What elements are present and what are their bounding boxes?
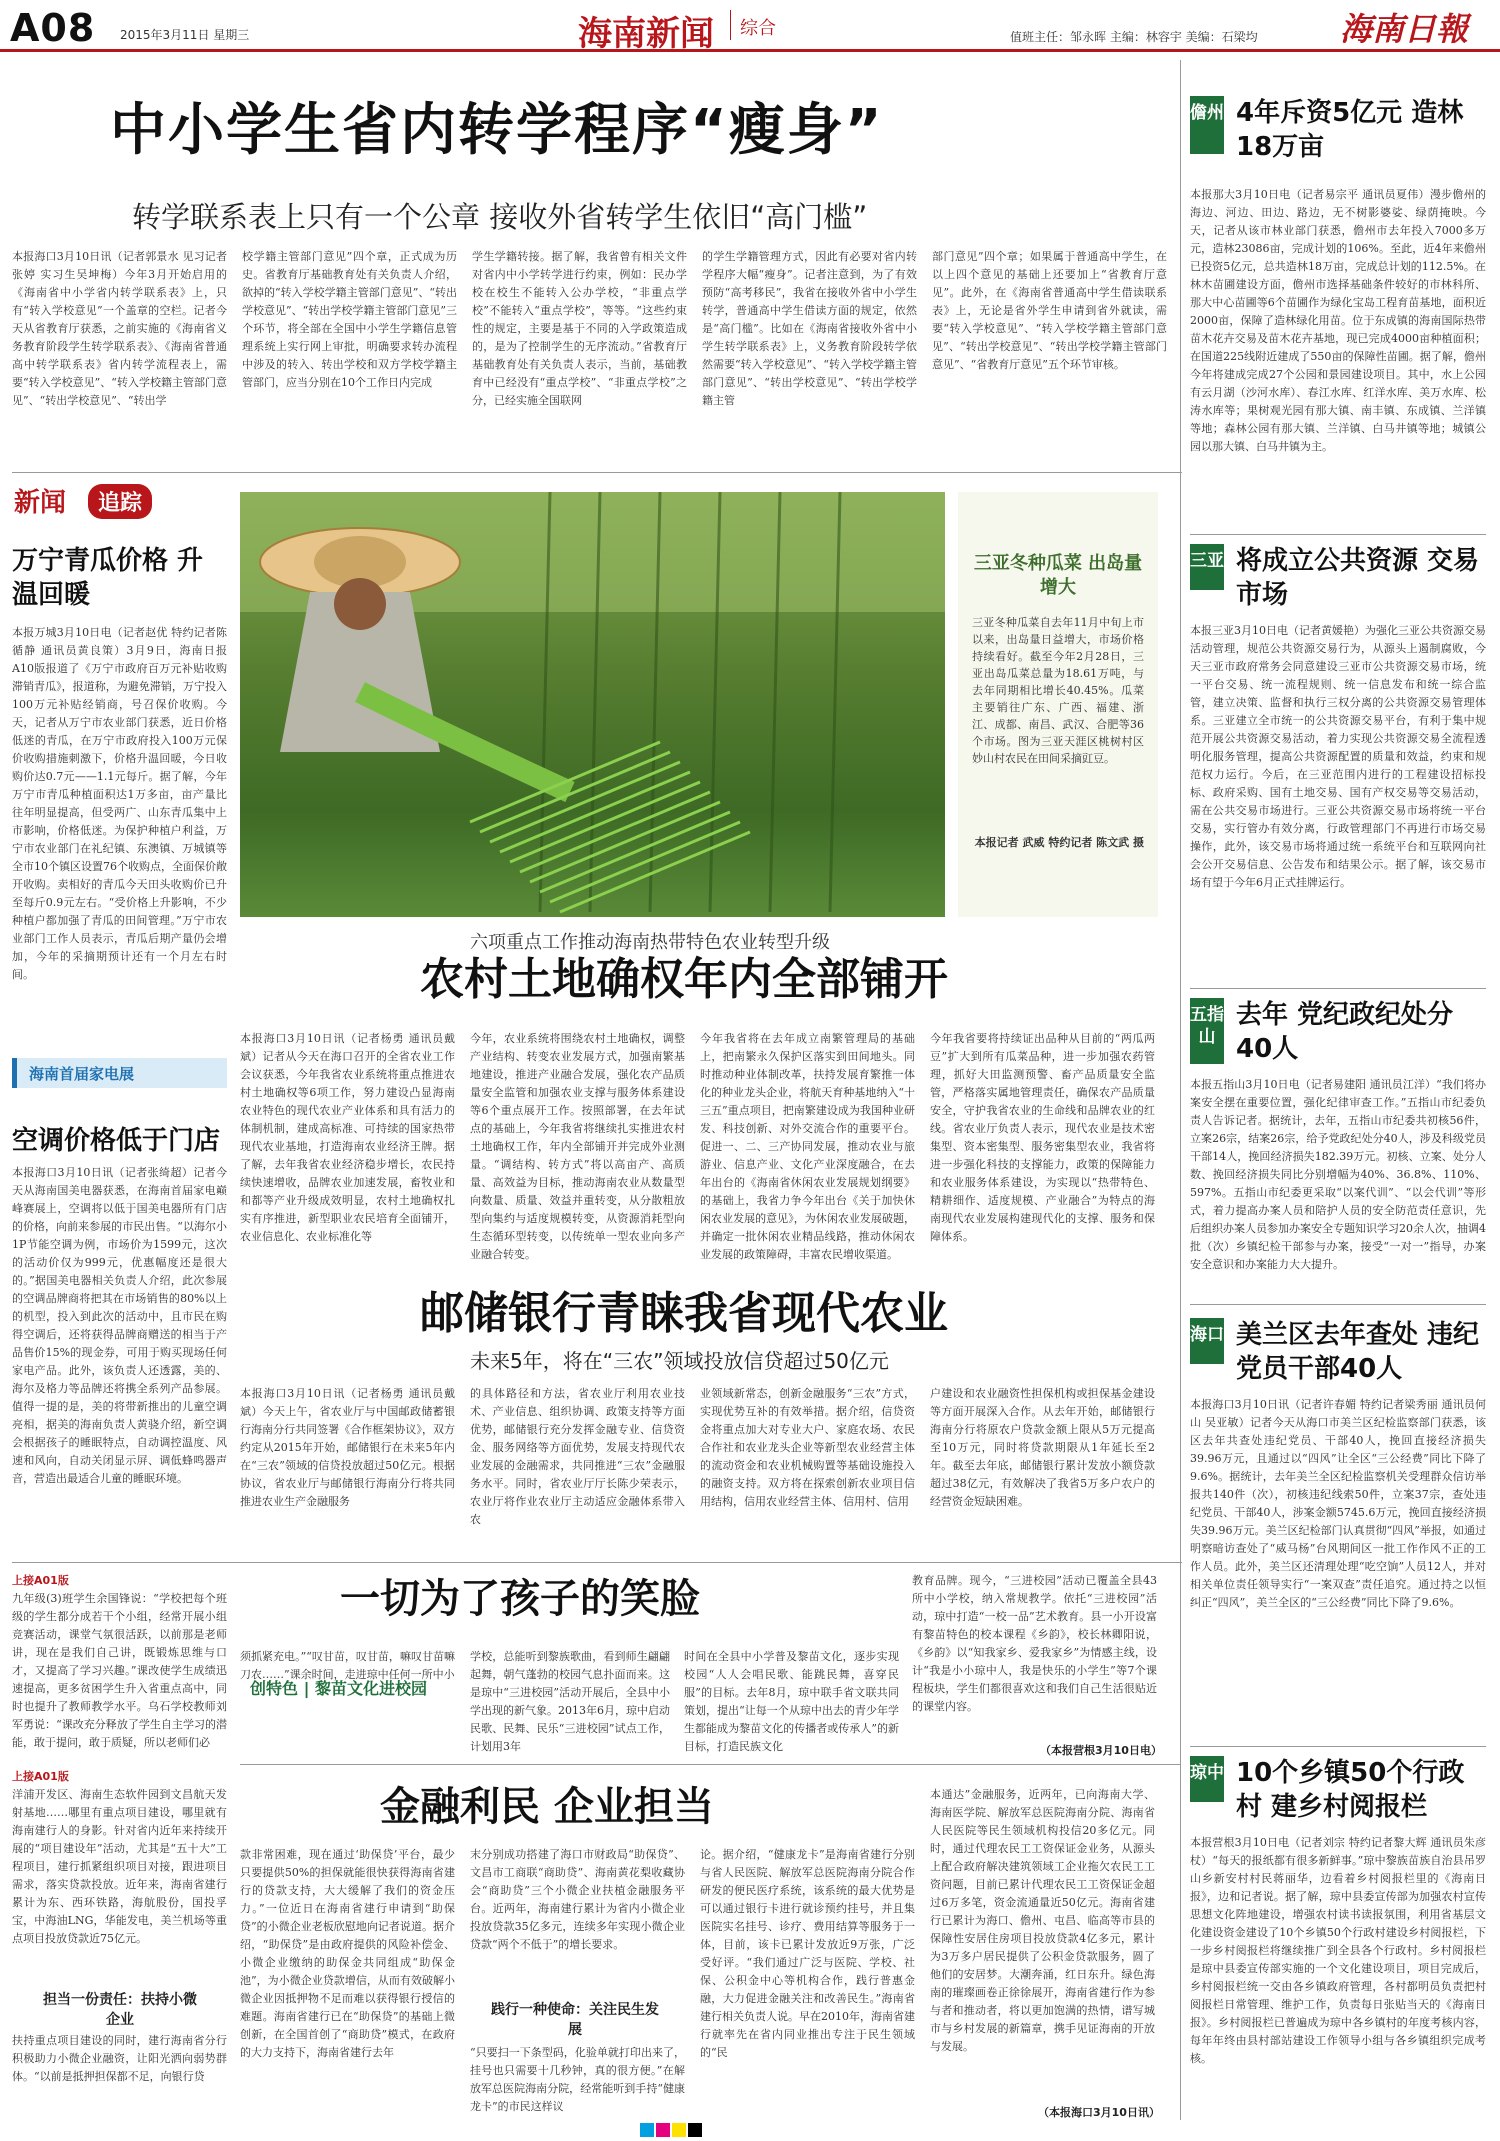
finance-byline: （本报海口3月10日讯） <box>1038 2106 1160 2119</box>
region-tag-danzhou: 儋州 <box>1190 96 1224 154</box>
smile-col-c: 时间在全县中小学普及黎苗文化，逐步实现校园“人人会唱民歌、能跳民舞，喜穿民服”的目标。去年8月，琼中联手省文联共同策划，提出“让每一个从琼中出去的青少年学生都能成为黎苗文化的传播者或传承人”的新目标，打造民族文化 <box>684 1650 899 1753</box>
photo-illustration <box>240 492 945 917</box>
s4-body: 本报海口3月10日讯（记者许春媚 特约记者梁秀丽 通讯员何山 吴亚敏）记者今天从海口市美兰区纪检监察部门获悉，该区去年共查处违纪党员、干部40人，挽回直接经济损失39.96万元，且通过以“四风”让全区“三公经费”同比下降了9.6%。据统计，去年美兰全区纪检监察机关受理群众信访举报共140件（次），初核违纪线索50件，立案37宗，查处违纪党员、干部40人，涉案金额5745.6万元，挽回直接经济损失39.96万元。美兰区纪检部门认真贯彻“四风”举报，如通过明察暗访查处了“威马杨”台风期间区一批工作作风不正的工作人员。此外，美兰区还清理处理“吃空饷”人员12人，并对相关单位责任领导实行“一案双查”责任追究。通过持之以恒纠正“四风”，美兰全区的“三公经费”同比下降了9.6%。 <box>1190 1398 1486 1609</box>
bank-col-2: 的具体路径和方法，省农业厅利用农业技术、产业信息、组织协调、政策支持等方面优势，邮储银行充分发挥金融专业、信贷资金、服务网络等方面优势，发展支持现代农业发展的金融需求，共同推进“三农”金融服务水平。同时，省农业厅厅长陈少荣表示，农业厅将作业农业厅主动适应金融体系带入农 <box>470 1387 685 1526</box>
land-col-2: 今年，农业系统将围绕农村土地确权，调整产业结构、转变农业发展方式，加强南繁基地建设，推进产业融合发展，强化农产品质量安全监管和加强农业支撑与服务体系建设等6个重点展开工作。按照部署，在去年试点的基础上，今年我省将继续扎实推进农村土地确权工作，年内全部铺开并完成外业测量。“调结构、转方式”将以高亩产、高质量、高效益为目标，推动海南农业从数量型向数量、质量、效益并重转变，从分散粗放型向集约与适度规模转变，从资源消耗型向生态循环型转变，以传统单一型农业向多产业融合转变。 <box>470 1032 685 1261</box>
lead-col-4: 的学生学籍管理方式，因此有必要对省内转学程序大幅“瘦身”。记者注意到，为了有效预防“高考移民”，我省在接收外省中小学生转学，普通高中学生借读方面的规定，依然是“高门槛”。比如在《海南省接收外省中小学生转学联系表》上，义务教育阶段转学依然需要“转入学校意见”、“转入学校学籍主管部门意见”、“转出学校意见”、“转出学校学籍主管 <box>702 250 917 407</box>
photo-caption-text: 三亚冬种瓜菜自去年11月中旬上市以来，出岛量日益增大，市场价格持续看好。截至今年2月28日，三亚出岛瓜菜总量为18.61万吨，与去年同期相比增长40.45%。瓜菜主要销往广东、广西、福建、浙江、成都、南昌、武汉、合肥等36个市场。图为三亚天涯区桃树村区妙山村农民在田间采摘豇豆。 <box>972 616 1144 765</box>
lead-col-2: 校学籍主管部门意见”四个章，正式成为历史。省教育厅基础教育处有关负责人介绍，欲掉的“转入学校学籍主管部门意见”、“转出学校意见”、“转出学校学籍主管部门意见”三个环节，将全部在全国中小学生学籍信息管理系统上实行网上审批，明确要求转办流程中涉及的转入、转出学校和双方学校学籍主管部门，应当分别在10个工作日内完成 <box>242 250 457 389</box>
color-registration-marks <box>640 2122 704 2141</box>
lead-subheadline: 转学联系表上只有一个公章 接收外省转学生依旧“高门槛” <box>132 200 868 234</box>
finance-col-d: 本通达”金融服务，近两年，已向海南大学、海南医学院、解放军总医院海南分院、海南省人民医院等民生领域机构投信20多亿元。同时，通过代理农民工工资保证金业务，从源头上配合政府解决建筑领域工企业拖欠农民工工资问题，目前已累计代理农民工工资保证金超过6万多笔，资金流通量近50亿元。海南省建行已累计为海口、儋州、屯昌、临高等市县的保障性安居住房项目投放贷款4亿多元，累计为3万多户居民提供了公积金贷款服务，圆了他们的安居梦。大潮奔涌，红日东升。绿色海南的璀璨画卷正徐徐展开，海南省建行作为参与者和推动者，将以更加饱满的热情，谱写城市与乡村发展的新篇章，携手见证海南的开放与发展。 <box>930 1788 1155 2053</box>
land-kicker: 六项重点工作推动海南热带特色农业转型升级 <box>470 932 830 953</box>
photo-caption-title: 三亚冬种瓜菜 出岛量增大 <box>973 553 1143 598</box>
lead-col-5: 部门意见”四个章；如果属于普通高中学生，在以上四个意见的基础上还要加上“省教育厅意见”。此外，在《海南省普通高中学生借读联系表》上，无论是省外学生申请到省外就读，需要“转入学校意见”、“转入学校学籍主管部门意见”、“转出学校意见”、“转出学校学籍主管部门意见”、“省教育厅意见”五个环节审核。 <box>932 250 1167 371</box>
finance-left-col: 洋浦开发区、海南生态软件园到文昌航天发射基地……哪里有重点项目建设，哪里就有海南建行人的身影。针对省内近年来持续开展的“项目建设年”活动，尤其是“五十大”工程项目，建行抓紧组织项目对接，跟进项目需求，落实贷款投放。近年来，海南省建行累计为东、西环铁路，海航股份，国投孚宝，中海油LNG，华能发电，美兰机场等重点项目投放贷款近75亿元。 <box>12 1788 227 1945</box>
expo-banner-label: 海南首届家电展 <box>29 1065 135 1083</box>
divider <box>12 1562 1182 1563</box>
bank-col-4: 户建设和农业融资性担保机构或担保基金建设等方面开展深入合作。从去年开始，邮储银行海南分行将原农户贷款金额上限从5万元提高至10万元，同时将贷款期限从1年延长至2年。截至去年底，邮储银行累计发放小额贷款超过38亿元，有效解决了我省5万多户农户的经营资金短缺困难。 <box>930 1387 1155 1508</box>
finance-col-b: 末分别成功搭建了海口市财政局“助保贷”、文昌市工商联“商助贷”、海南黄花梨收藏协会“商助贷”三个小微企业扶植金融服务平台。近两年，海南建行累计为省内小微企业投放贷款35亿多元，连续多年实现小微企业贷款“两个不低于”的增长要求。 <box>470 1848 685 1951</box>
page-header <box>0 0 1500 52</box>
expo-body: 本报海口3月10日讯（记者张绮超）记者今天从海南国美电器获悉，在海南首届家电巅峰赛展上，空调将以低于国美电器所有门店的价格，向前来参展的市民出售。“以海尔小1P节能空调为例，市场价为1599元，这次的活动价仅为999元，优惠幅度还是很大的。”据国美电器相关负责人介绍，此次参展的空调品牌商将把其在市场销售的80%以上的机型，投入到此次的活动中，且市民在购得空调后，还将获得品牌商赠送的相当于产品售价15%的现金券，可用于购买现场任何家电产品。此外，该负责人还透露，美的、海尔及格力等品牌还将携全系列产品参展。值得一提的是，美的将带新推出的儿童空调亮相，据美的海南负责人黄骁介绍，新空调会根据孩子的睡眠特点，自动调控温度、风速和风向，自动关闭显示屏、调低蜂鸣器声音，营造出最适合儿童的睡眠环境。 <box>12 1166 227 1485</box>
masthead-logo: 海南日報 <box>1340 10 1469 48</box>
divider <box>1190 988 1486 989</box>
region-tag-wuzhishan: 五指山 <box>1190 998 1224 1064</box>
expo-headline: 空调价格低于门店 <box>12 1126 221 1156</box>
s5-body: 本报营根3月10日电（记者刘宗 特约记者黎大辉 通讯员朱彦杖）“每天的报纸都有很多新鲜事。”琼中黎族苗族自治县吊罗山乡新安村村民蒋丽华，边看着乡村阅报栏里的《海南日报》，边和记者说。据了解，琼中县委宣传部为加强农村宣传思想文化阵地建设，增强农村读书读报氛围，利用省基层文化建设资金建设了10个乡镇50个行政村建设乡村阅报栏，下一步乡村阅报栏将继续推广到全县各个行政村。乡村阅报栏是琼中县委宣传部实施的一个文化建设项目，项目完成后，乡村阅报栏统一交由各乡镇政府管理，各村都明员负责把村阅报栏日常管理、维护工作，负责每日张贴当天的《海南日报》。乡村阅报栏已普遍成为琼中各乡镇村的年度考核内容，每年年终由县村部站建设工作领导小组与各乡镇组织完成考核。 <box>1190 1836 1486 2065</box>
smile-col-b: 学校，总能听到黎族歌曲，看到师生翩翩起舞，朝气蓬勃的校园气息扑面而来。这是琼中“三进校园”活动开展后，全县中小学出现的新气象。2013年6月，琼中启动民歌、民舞、民乐“三进校园”试点工作，计划用3年 <box>470 1650 670 1753</box>
lead-headline: 中小学生省内转学程序“瘦身” <box>110 98 884 163</box>
divider <box>12 472 1182 473</box>
s5-headline: 10个乡镇50个行政村 建乡村阅报栏 <box>1236 1758 1465 1822</box>
region-tag-qiongzhong: 琼中 <box>1190 1756 1224 1802</box>
region-tag-haikou: 海口 <box>1190 1318 1224 1364</box>
finance-col-a: 款非常困难，现在通过‘助保贷’平台，最少只要提供50%的担保就能很快获得海南省建行的贷款支持，大大缓解了我们的资金压力。”一位近日在海南省建行申请到“助保贷”的小微企业老板欣慰地向记者说道。据介绍，“助保贷”是由政府提供的风险补偿金、小微企业缴纳的助保金共同组成“助保金池”，为小微企业贷款增信，从而有效破解小微企业因抵押物不足而难以获得银行授信的难题。海南省建行已在“助保贷”的基础上微创新，在全国首创了“商助贷”模式，在政府的大力支持下，海南省建行去年 <box>240 1848 455 2059</box>
s2-headline: 将成立公共资源 交易市场 <box>1236 546 1480 610</box>
smile-byline: （本报营根3月10日电） <box>1040 1744 1162 1757</box>
smile-subsection: 创特色 | 黎苗文化进校园 <box>250 1679 427 1698</box>
s1-headline: 4年斥资5亿元 造林18万亩 <box>1236 98 1464 162</box>
land-col-3: 今年我省将在去年成立南繁管理局的基础上，把南繁永久保护区落实到田间地头。同时推动种业体制改革，扶持发展育繁推一体化的种业龙头企业，将航天育种基地纳入“十三五”重点项目，把南繁建设成为我国种业研发、科技创新、对外交流合作的重要平台。促进一、二、三产协同发展，推动农业与旅游业、信息产业、文化产业深度融合，在去年出台的《海南省休闲农业发展规划纲要》的基础上，我省力争今年出台《关于加快休闲农业发展的意见》，为休闲农业发展破题，并确定一批休闲农业精品线路，推动休闲农业发展的政策障碍，丰富农民增收渠道。 <box>700 1032 915 1261</box>
track-label-a: 新闻 <box>14 488 67 518</box>
smile-col-a: 须抓紧充电。”“叹甘苗，叹甘苗，嘛叹甘苗嘛刀农……”课余时间，走进琼中任何一所中小 <box>240 1650 455 1681</box>
finance-left-col-2: 扶持重点项目建设的同时，建行海南省分行积极助力小微企业融资，让阳光洒向弱势群体。“以前是抵押担保都不足，向银行贷 <box>12 2034 227 2083</box>
divider <box>1190 1746 1486 1747</box>
track-headline: 万宁青瓜价格 升温回暖 <box>12 546 204 610</box>
header-divider <box>730 10 731 40</box>
bank-col-1: 本报海口3月10日讯（记者杨勇 通讯员戴斌）今天上午，省农业厅与中国邮政储蓄银行海南分行共同签署《合作框架协议》，双方约定从2015年开始，邮储银行在未来5年内在“三农”领域的信贷投放超过50亿元。根据协议，省农业厅与邮储银行海南分行将共同推进农业生产金融服务 <box>240 1387 455 1508</box>
section-title: 海南新闻 <box>578 14 714 54</box>
page-number: A08 <box>10 6 96 50</box>
lead-col-1: 本报海口3月10日讯（记者郭景水 见习记者张婷 实习生吴坤梅）今年3月开始启用的《海南省中小学省内转学联系表》上，只有“转入学校意见”一个盖章的空栏。记者今天从省教育厅获悉，之前实施的《海南省义务教育阶段学生转学联系表》、《海南省普通高中转学联系表》省内转学流程表上，需要“转入学校意见”、“转入学校籍主管部门意见”、“转出学校意见”、“转出学 <box>12 250 227 407</box>
smile-col-a-1 <box>240 1648 455 1681</box>
land-col-4: 今年我省要将持续证出品种从目前的“两瓜两豆”扩大到所有瓜菜品种，进一步加强农药管理，抓好大田监测预警、畜产品质量安全监管，严格落实属地管理责任，确保农产品质量安全，守护我省农业的生命线和品牌农业的红线。省农业厅负责人表示，现代农业是技术密集型、资本密集型、服务密集型农业，我省将进一步强化科技的支撑能力，政策的保障能力和农业服务体系建设，为实现以“热带特色、精耕细作、适度规模、产业融合”为特点的海南现代农业发展构建现代化的支撑、服务和保障体系。 <box>930 1032 1155 1243</box>
bank-subheadline: 未来5年，将在“三农”领域投放信贷超过50亿元 <box>470 1349 889 1373</box>
lead-col-3: 学生学籍转接。据了解，我省曾有相关文件对省内中小学转学进行约束，例如：民办学校在校生不能转入公办学校，“非重点学校”不能转入“重点学校”，等等。“这些约束性的规定，主要是基于不同的入学政策造成的，是为了控制学生的无序流动。”省教育厅基础教育处有关负责人表示，当前，基础教育中已经没有“重点学校”、“非重点学校”之分，已经实施全国联网 <box>472 250 687 407</box>
smile-headline: 一切为了孩子的笑脸 <box>340 1576 700 1622</box>
track-label <box>14 482 274 520</box>
bank-col-3: 业领域新常态，创新金融服务“三农”方式，实现优势互补的有效举措。据介绍，信贷资金将重点加大对专业大户、家庭农场、农民合作社和农业龙头企业等新型农业经营主体的流动资金和农业机械购置等基础设施投入的融资支持。双方将在探索创新农业项目信用结构，信用农业经营主体、信用村、信用 <box>700 1387 915 1508</box>
divider <box>240 1764 1180 1765</box>
track-label-b: 追踪 <box>88 484 152 519</box>
photo-caption-box <box>958 492 1158 917</box>
smile-col-d: 教育品牌。现今，“三进校园”活动已覆盖全县43所中小学校，纳入常规教学。依托“三进校园”活动，琼中打造“一校一品”艺术教育。县一小开设富有黎苗特色的校本课程《乡韵》，校长林卿阳说，《乡韵》以“知我家乡、爱我家乡”为情感主线，设计“我是小小琼中人，我是快乐的小学生”等7个课程板块，学生们都很喜欢这和我们自己生活很贴近的课堂内容。 <box>912 1574 1157 1713</box>
s2-body: 本报三亚3月10日电（记者黄媛艳）为强化三亚公共资源交易活动管理，规范公共资源交易行为，从源头上遏制腐败，今天三亚市政府常务会同意建设三亚市公共资源交易市场，统一平台交易、统一流程规则、统一信息发布和统一综合监管，建立决策、监督和执行三权分离的公共资源交易管理体系。三亚建立全市统一的公共资源交易平台，有利于集中规范开展公共资源交易活动，着力实现公共资源交易全流程透明化服务管理，提高公共资源配置的质量和效益，约束和规范权力运行。今后，在三亚范围内进行的工程建设招标投标、政府采购、国有土地交易、国有产权交易等交易活动，需在公共交易市场进行。三亚公共资源交易市场将统一平台交易，实行管办有效分离，行政管理部门不再进行市场交易操作，此外，该交易市场将通过统一系统平台和互联网向社会公开交易信息、公告发布和结果公示。据了解，该交易市场有望于今年6月正式挂牌运行。 <box>1190 624 1486 889</box>
bank-headline: 邮储银行青睐我省现代农业 <box>420 1288 948 1339</box>
photo-farm <box>240 492 945 917</box>
divider <box>1190 1304 1486 1305</box>
issue-date: 2015年3月11日 星期三 <box>120 28 250 42</box>
photo-credit: 本报记者 武威 特约记者 陈文武 摄 <box>974 836 1144 849</box>
finance-col-b2: “只要扫一下条型码，化验单就打印出来了，挂号也只需要十几秒钟，真的很方便。”在解放军总医院海南分院，经常能听到手持“健康龙卡”的市民这样议 <box>470 2046 685 2113</box>
sidebar-divider <box>1180 60 1181 2120</box>
region-tag-sanya: 三亚 <box>1190 544 1224 590</box>
finance-headline: 金融利民 企业担当 <box>380 1784 714 1830</box>
s3-body: 本报五指山3月10日电（记者易建阳 通讯员江洋）“我们将办案安全摆在重要位置，强化纪律审查工作。”五指山市纪委负责人告诉记者。据统计，去年，五指山市纪委共初核56件，立案26宗，结案26宗，给予党政纪处分40人，涉及科级党员干部14人，挽回经济损失182.39万元。初核、立案、处分人数、挽回经济损失同比分别增幅为40%、36.8%、110%、597%。五指山市纪委更采取“以案代训”、“以会代训”等形式，着力提高办案人员和陪护人员的安全防范责任意识，先后组织办案人员参加办案安全专题知识学习20余人次，抽调4批（次）乡镇纪检干部参与办案，接受“一对一”指导，办案安全意识和办案能力大大提升。 <box>1190 1078 1486 1271</box>
finance-col-c: 论。据介绍，“健康龙卡”是海南省建行分别与省人民医院、解放军总医院海南分院合作研发的便民医疗系统，该系统的最大优势是可以通过银行卡进行就诊预约挂号，并且集医院实名挂号、诊疗、费用结算等服务于一体，目前，该卡已累计发放近9万张，广泛受好评。“我们通过广泛与医院、学校、社保、公积金中心等机构合作，践行普惠金融，大力促进金融关注和改善民生。”海南省建行相关负责人说。早在2010年，海南省建行就率先在省内同业推出专注于民生领域的“民 <box>700 1848 915 2059</box>
finance-box2-title: 践行一种使命：关注民生发展 <box>491 2002 659 2038</box>
continued-label-2: 上接A01版 <box>12 1770 69 1783</box>
section-category: 综合 <box>740 18 776 39</box>
continued-label-1: 上接A01版 <box>12 1574 69 1587</box>
smile-left-col: 九年级(3)班学生余国锋说：“学校把每个班级的学生都分成若干个小组，经常开展小组竞赛活动，课堂气氛很活跃，以前那是老师讲，现在是我们自己讲，既锻炼思维与口才，又提高了学习兴趣。”课改使学生成绩迅速提高，更多贫困学生升入省重点高中，同时也提升了教师教学水平。乌石学校教师刘军勇说：“课改充分释放了学生自主学习的潜能，敢于提问，敢于质疑，所以老师们必 <box>12 1592 227 1749</box>
track-body: 本报万城3月10日电（记者赵优 特约记者陈循静 通讯员黄良策）3月9日，海南日报A10版报道了《万宁市政府百万元补贴收购滞销青瓜》，报道称，为避免滞销，万宁投入100万元补贴经销商，号召保价收购。今天，记者从万宁市农业部门获悉，近日价格低迷的青瓜，在万宁市政府投入100万元保价收购措施刺激下，价格升温回暖，今日收购价达0.7元——1.1元每斤。据了解，今年万宁市青瓜种植面积达1万多亩，亩产量比往年明显提高，但受两广、山东青瓜集中上市影响，价格低迷。为保护种植户利益，万宁市农业部门在礼纪镇、东澳镇、万城镇等全市10个镇区设置76个收购点，全面保价敞开收购。卖相好的青瓜今天田头收购价已升至每斤0.9元左右。“受价格上升影响，不少种植户都加强了青瓜的田间管理。”万宁市农业部门工作人员表示，青瓜后期产量仍会增加，今年的采摘期预计还有一个月左右时间。 <box>12 626 227 981</box>
editors-line: 值班主任：邹永晖 主编：林容宇 美编：石梁均 <box>1010 30 1258 44</box>
divider <box>1190 534 1486 535</box>
s1-body: 本报那大3月10日电（记者易宗平 通讯员夏伟）漫步儋州的海边、河边、田边、路边，无不树影婆娑、绿荫掩映。今天，记者从该市林业部门获悉，儋州市去年投入7000多万元，造林23086亩，完成计划的106%。至此，近4年来儋州已投资5亿元，总共造林18万亩，完成总计划的112.5%。在林木苗圃建设方面，儋州市选择基础条件较好的市林科所、那大中心苗圃等6个苗圃作为绿化宝岛工程育苗基地，面积近2000亩，保障了造林绿化用苗。位于东成镇的海南国际热带苗木花卉交易及苗木花卉基地，现已完成4000亩种植面积；在国道225线附近建成了550亩的保障性苗圃。据了解，儋州今年将建成完成27个公园和景园建设项目。其中，水上公园有云月湖（沙河水库）、春江水库、红洋水库、美万水库、松涛水库等；果树观光园有那大镇、南丰镇、东成镇、兰洋镇等地；森林公园有那大镇、兰洋镇、白马井镇等地；城镇公园以那大镇、白马井镇为主。 <box>1190 188 1486 453</box>
s4-headline: 美兰区去年查处 违纪党员干部40人 <box>1236 1320 1480 1384</box>
expo-banner <box>12 1058 227 1088</box>
finance-box-title: 担当一份责任：扶持小微企业 <box>43 1992 197 2028</box>
land-col-1: 本报海口3月10日讯（记者杨勇 通讯员戴斌）记者从今天在海口召开的全省农业工作会议获悉，今年我省农业系统将重点推进农村土地确权等6项工作，努力建设凸显海南农业特色的现代农业产业体系和具有活力的体制机制，建成高标准、可持续的国家热带现代农业基地，打造海南农业经济王牌。据了解，去年我省农业经济稳步增长，农民持续快速增收，品牌农业加速发展，畜牧业和和都等产业升级成效明显，农村土地确权扎实有序推进，新型职业农民培育全面铺开，农业信息化、农业标准化等 <box>240 1032 455 1243</box>
land-headline: 农村土地确权年内全部铺开 <box>420 954 948 1005</box>
s3-headline: 去年 党纪政纪处分40人 <box>1236 1000 1454 1064</box>
